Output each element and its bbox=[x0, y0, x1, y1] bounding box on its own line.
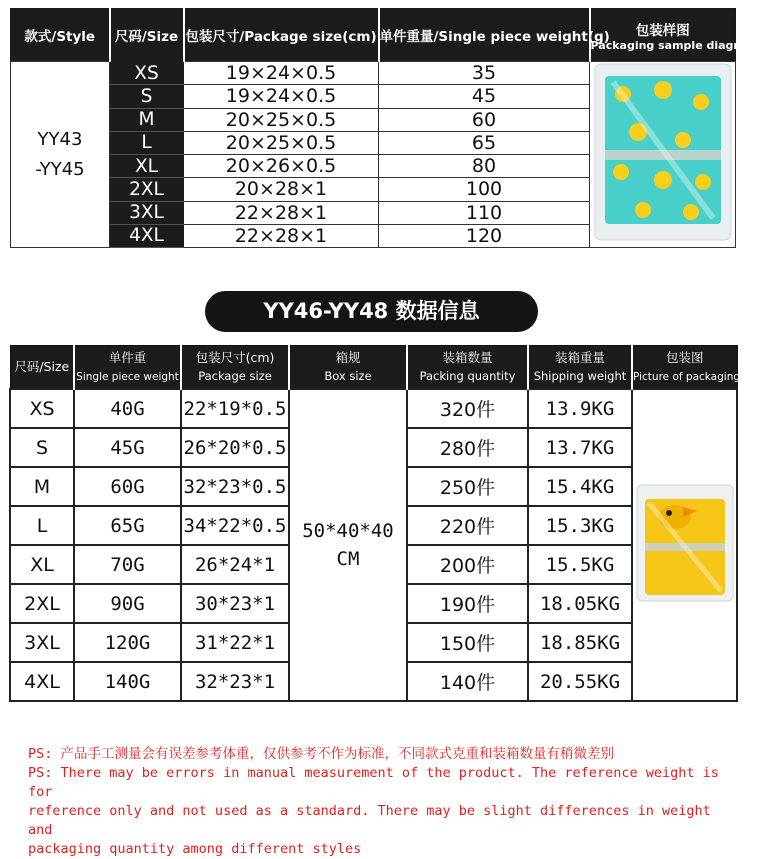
packaging-photo bbox=[590, 62, 736, 248]
weight-cell: 45 bbox=[379, 85, 590, 108]
header-package-size: 包装尺寸/Package size(cm) bbox=[184, 9, 379, 62]
size-cell: 2XL bbox=[10, 584, 74, 623]
size-cell: L bbox=[110, 131, 184, 154]
header-size: 尺码/Size bbox=[10, 346, 74, 390]
disclaimer-notes bbox=[28, 745, 728, 859]
ship-weight-cell: 18.85KG bbox=[528, 623, 632, 662]
weight-cell: 80 bbox=[379, 155, 590, 178]
qty-cell: 150件 bbox=[407, 623, 528, 662]
qty-cell: 220件 bbox=[407, 506, 528, 545]
header-packing-quantity: 装箱数量 Packing quantity bbox=[407, 346, 528, 390]
package-cell: 20×26×0.5 bbox=[184, 155, 379, 178]
package-cell: 19×24×0.5 bbox=[184, 62, 379, 85]
package-cell: 26*20*0.5 bbox=[181, 428, 289, 467]
size-cell: S bbox=[110, 85, 184, 108]
size-cell: 3XL bbox=[10, 623, 74, 662]
weight-cell: 110 bbox=[379, 201, 590, 224]
package-cell: 34*22*0.5 bbox=[181, 506, 289, 545]
packaging-photo bbox=[632, 389, 737, 701]
weight-cell: 90G bbox=[74, 584, 181, 623]
header-single-weight: 单件重 Single piece weight bbox=[74, 346, 181, 390]
qty-cell: 200件 bbox=[407, 545, 528, 584]
size-cell: XS bbox=[10, 389, 74, 428]
package-cell: 20×25×0.5 bbox=[184, 108, 379, 131]
section-title-banner: YY46-YY48 数据信息 bbox=[205, 291, 538, 332]
header-packaging-diagram: 包装样图 Packaging sample diagram bbox=[590, 9, 736, 62]
yellow-raincoat-package-image bbox=[635, 483, 735, 603]
weight-cell: 35 bbox=[379, 62, 590, 85]
header-box-size: 箱规 Box size bbox=[289, 346, 407, 390]
package-cell: 31*22*1 bbox=[181, 623, 289, 662]
size-cell: XS bbox=[110, 62, 184, 85]
size-cell: L bbox=[10, 506, 74, 545]
weight-cell: 60G bbox=[74, 467, 181, 506]
qty-cell: 280件 bbox=[407, 428, 528, 467]
note-english-line3: packaging quantity among different styles bbox=[28, 841, 362, 857]
note-english-line2: reference only and not used as a standard. There may be slight differences in weight and bbox=[28, 803, 711, 838]
weight-cell: 60 bbox=[379, 108, 590, 131]
header-shipping-weight: 装箱重量 Shipping weight bbox=[528, 346, 632, 390]
size-cell: 3XL bbox=[110, 201, 184, 224]
size-cell: S bbox=[10, 428, 74, 467]
size-cell: M bbox=[110, 108, 184, 131]
size-table-yy43-45 bbox=[10, 8, 758, 248]
package-cell: 22×28×1 bbox=[184, 201, 379, 224]
weight-cell: 65G bbox=[74, 506, 181, 545]
table-row bbox=[11, 62, 736, 85]
ship-weight-cell: 20.55KG bbox=[528, 662, 632, 701]
note-chinese: PS: 产品手工测量会有误差参考体重，仅供参考不作为标准，不同款式克重和装箱数量有稍微差别 bbox=[28, 746, 615, 762]
header-package-size: 包装尺寸(cm) Package size bbox=[181, 346, 289, 390]
size-cell: 4XL bbox=[110, 224, 184, 247]
size-table-yy46-48 bbox=[9, 345, 741, 702]
weight-cell: 65 bbox=[379, 131, 590, 154]
ship-weight-cell: 18.05KG bbox=[528, 584, 632, 623]
style-code: YY43 -YY45 bbox=[11, 62, 110, 248]
package-cell: 32*23*0.5 bbox=[181, 467, 289, 506]
table1-header-row bbox=[11, 9, 736, 62]
qty-cell: 250件 bbox=[407, 467, 528, 506]
package-cell: 26*24*1 bbox=[181, 545, 289, 584]
size-cell: 2XL bbox=[110, 178, 184, 201]
weight-cell: 120 bbox=[379, 224, 590, 247]
ship-weight-cell: 13.9KG bbox=[528, 389, 632, 428]
box-size-cell: 50*40*40 CM bbox=[289, 389, 407, 701]
weight-cell: 70G bbox=[74, 545, 181, 584]
table2-header-row bbox=[10, 346, 737, 390]
table-row bbox=[10, 389, 737, 428]
package-cell: 20×28×1 bbox=[184, 178, 379, 201]
package-cell: 19×24×0.5 bbox=[184, 85, 379, 108]
weight-cell: 40G bbox=[74, 389, 181, 428]
package-cell: 30*23*1 bbox=[181, 584, 289, 623]
package-cell: 20×25×0.5 bbox=[184, 131, 379, 154]
size-cell: M bbox=[10, 467, 74, 506]
ship-weight-cell: 13.7KG bbox=[528, 428, 632, 467]
weight-cell: 100 bbox=[379, 178, 590, 201]
qty-cell: 140件 bbox=[407, 662, 528, 701]
weight-cell: 120G bbox=[74, 623, 181, 662]
package-cell: 22×28×1 bbox=[184, 224, 379, 247]
ship-weight-cell: 15.3KG bbox=[528, 506, 632, 545]
header-single-weight: 单件重量/Single piece weight(g) bbox=[379, 9, 590, 62]
ship-weight-cell: 15.5KG bbox=[528, 545, 632, 584]
header-size: 尺码/Size bbox=[110, 9, 184, 62]
header-packaging-picture: 包装图 Picture of packaging bbox=[632, 346, 737, 390]
size-cell: XL bbox=[10, 545, 74, 584]
weight-cell: 45G bbox=[74, 428, 181, 467]
qty-cell: 190件 bbox=[407, 584, 528, 623]
size-cell: 4XL bbox=[10, 662, 74, 701]
qty-cell: 320件 bbox=[407, 389, 528, 428]
ship-weight-cell: 15.4KG bbox=[528, 467, 632, 506]
package-cell: 32*23*1 bbox=[181, 662, 289, 701]
note-english-line1: PS: There may be errors in manual measurement of the product. The reference weight is for bbox=[28, 765, 719, 800]
duck-raincoat-package-image bbox=[593, 62, 733, 242]
weight-cell: 140G bbox=[74, 662, 181, 701]
package-cell: 22*19*0.5 bbox=[181, 389, 289, 428]
header-style: 款式/Style bbox=[11, 9, 110, 62]
size-cell: XL bbox=[110, 155, 184, 178]
